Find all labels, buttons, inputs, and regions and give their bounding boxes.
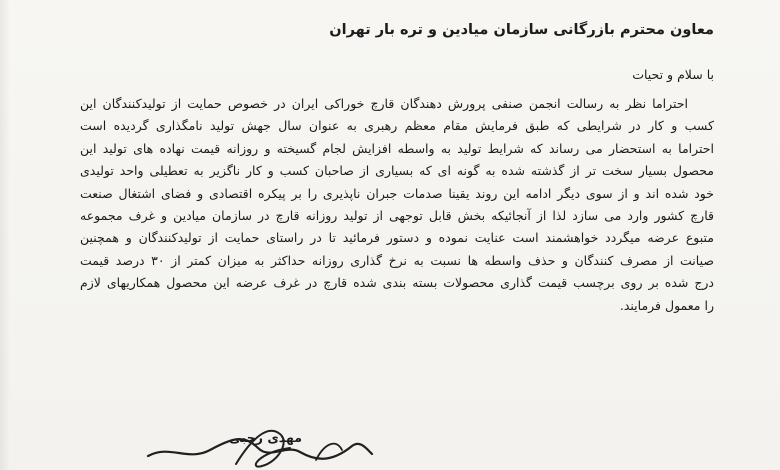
signer-name: مهدی رجبی [229,430,302,445]
body-line: احتراما نظر به رسالت انجمن صنفی پرورش دهندگان قارچ خوراکی ایران در خصوص حمایت از تولیدکنندگان این [80,96,688,111]
signature-icon [140,404,380,470]
body-line: را معمول فرمایند. [619,297,714,313]
letter-greeting: با سلام و تحیات [632,67,714,82]
body-line: احتراما به استحضار می رساند که شرایط تولید به واسطه افزایش لجام گسیخته و روزانه قیمت نهاده های تولید این [80,140,714,156]
letter-recipient: معاون محترم بازرگانی سازمان میادین و تره بار تهران [329,22,714,38]
page-edge-shadow [0,0,10,470]
letter-body [80,93,714,317]
body-line: صیانت از مصرف کنندگان و حذف واسطه ها نسبت به نرخ گذاری روزانه حداکثر به میزان کمتر از ۳۰ درصد قیمت [80,252,714,268]
body-line: خود شده اند و از سوی دیگر ادامه این روند یقینا صدمات جبران ناپذیری را بر پیکره اقتصادی و فضای اشتغال صنعت [80,185,714,201]
body-line: درج شده بر روی برچسب قیمت گذاری محصولات بسته بندی شده قارچ در غرف عرضه این محصول همکاریهای لازم [80,275,714,291]
body-line: کسب و کار در شرایطی که طبق فرمایش مقام معظم رهبری به عنوان سال جهش تولید نامگذاری گردیده است [80,118,714,134]
body-line: قارچ کشور وارد می سازد لذا از آنجائیکه بخش قابل توجهی از تولید روزانه قارچ در سازمان میادین و غرف مجموعه [80,207,714,223]
body-line: متبوع عرضه میگردد خواهشمند است عنایت نموده و دستور فرمائید تا در راستای حمایت از تولیدکنندگان و همچنین [80,230,714,246]
body-line: محصول بسیار سخت تر از گذشته شده به گونه ای که بسیاری از صاحبان کسب و کار ناگزیر به تعطیلی واحد تولیدی [80,163,714,179]
